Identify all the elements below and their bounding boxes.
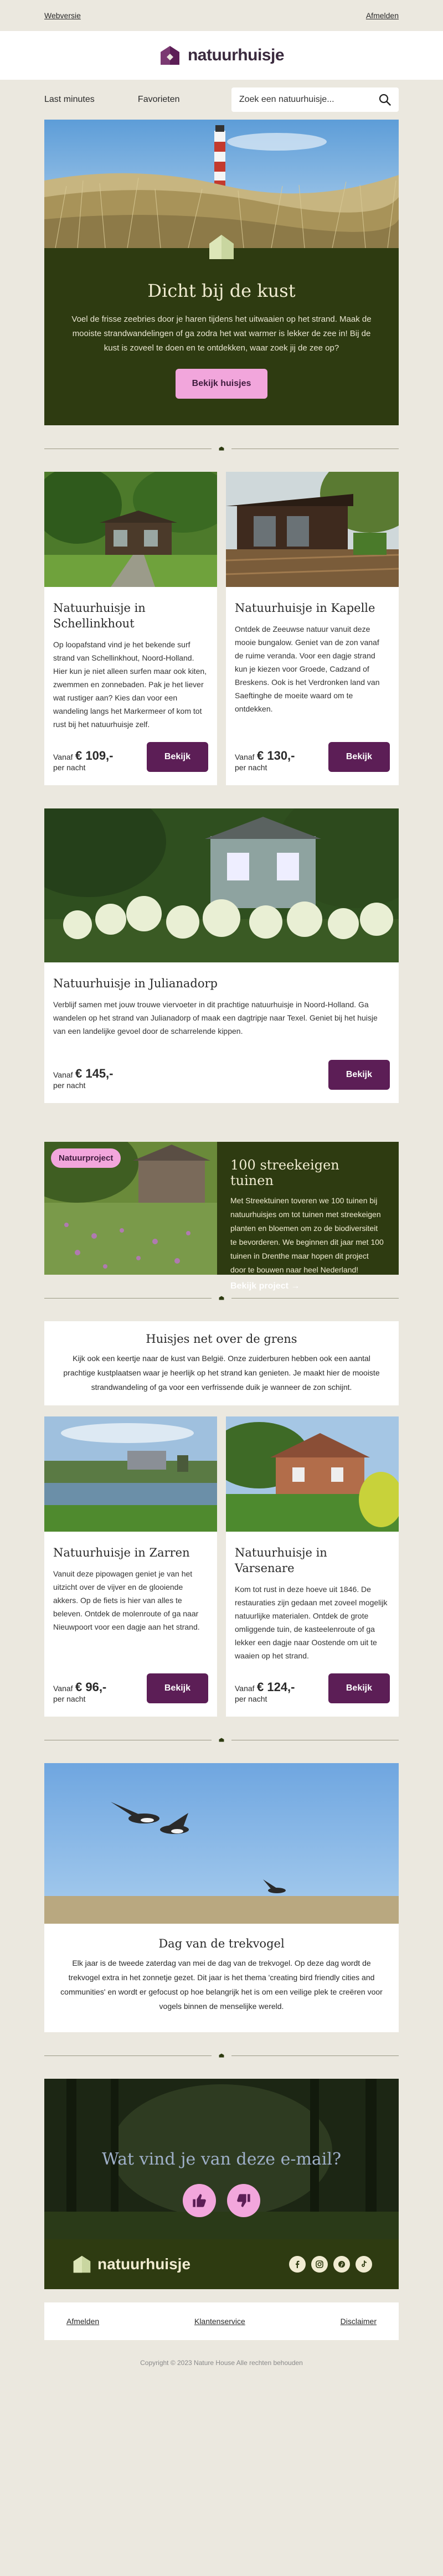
- card-row-1: [44, 472, 399, 785]
- listing-card[interactable]: [226, 472, 399, 785]
- divider: [44, 2032, 399, 2079]
- house-divider-icon: [212, 1734, 231, 1745]
- price-value: € 96,-: [75, 1680, 107, 1694]
- card-text: Kom tot rust in deze hoeve uit 1846. De restauraties zijn gedaan met zoveel mogelijk natuurlijke materialen. Ontdek de grote omliggende tuin, de kasteelenroute of ga lekker een dagje naar Oostende om uit te waaien op het strand.: [235, 1585, 388, 1660]
- price-block: [53, 1067, 114, 1090]
- price-from: Vanaf: [53, 1684, 73, 1693]
- hero-title: Dicht bij de kust: [147, 280, 296, 301]
- card-text: Op loopafstand vind je het bekende surf strand van Schellinkhout, Noord-Holland. Hier kun je niet alleen surfen maar ook kiten, zwemmen en zonnebaden. Pak je het liever wat rustiger aan? Kies dan voor een wandeling langs het Markermeer of kom tot rust bij het natuurhuisje zelf.: [53, 640, 207, 729]
- card-text: Verblijf samen met jouw trouwe viervoeter in dit prachtige natuurhuisje in Noord-Holland. Ga wandelen op het strand van Julianadorp of maak een dagtripje naar Texel. Geniet bij het huisje van een landelijke gevoel door de scharrelende kippen.: [53, 1000, 378, 1035]
- webversion-link[interactable]: Webversie: [44, 11, 81, 20]
- price-per-night: per nacht: [235, 763, 267, 772]
- price-from: Vanaf: [53, 1070, 73, 1079]
- customer-service-link[interactable]: Klantenservice: [194, 2317, 245, 2326]
- divider: [44, 1717, 399, 1763]
- house-leaf-icon: [206, 231, 237, 262]
- hero-section: [44, 120, 399, 425]
- card-title: Natuurhuisje in Zarren: [53, 1546, 190, 1559]
- price-value: € 109,-: [75, 749, 114, 763]
- price-from: Vanaf: [235, 1684, 255, 1693]
- hero-content: [44, 248, 399, 425]
- birds-image: [44, 1763, 399, 1924]
- price-block: [53, 749, 114, 772]
- brand-header: [0, 31, 443, 80]
- copyright: Copyright © 2023 Nature House Alle rechten behouden: [140, 2359, 303, 2367]
- house-logo-icon[interactable]: [72, 2254, 92, 2274]
- disclaimer-link[interactable]: Disclaimer: [340, 2317, 377, 2326]
- listing-card[interactable]: [44, 1416, 217, 1717]
- search-input[interactable]: [239, 95, 372, 105]
- listing-card[interactable]: [44, 472, 217, 785]
- divider: [44, 425, 399, 472]
- footer-brand-name[interactable]: natuurhuisje: [97, 2255, 191, 2273]
- section-body: Elk jaar is de tweede zaterdag van mei de dag van de trekvogel. Op deze dag wordt de trekvogel extra in het zonnetje gezet. Dit jaar is het thema 'creating bird friendly cities and communities' en wordt er gefocust op hoe belangrijk het is om een veilige plek te creëren voor vogels binnen de menselijke wereld.: [60, 1959, 383, 2011]
- listing-card-wide[interactable]: [44, 808, 399, 1103]
- view-button[interactable]: Bekijk: [147, 1673, 208, 1703]
- card-row-2: [44, 1416, 399, 1717]
- price-per-night: per nacht: [235, 1694, 267, 1703]
- price-per-night: per nacht: [53, 1081, 86, 1090]
- section-title: Dag van de trekvogel: [158, 1937, 285, 1950]
- project-text: Met Streektuinen toveren we 100 tuinen bij natuurhuisjes om tot tuinen met streekeigen planten en bloemen om zo de biodiversiteit te bevorderen. We beginnen dit jaar met 100 tuinen in Drenthe maar hopen dit project door te bouwen naar heel Nederland!: [230, 1196, 384, 1274]
- hero-body: Voel de frisse zeebries door je haren tijdens het uitwaaien op het strand. Maak de mooiste strandwandelingen of ga zodra het wat warmer is lekker de zee in! Bij de kust is zoveel te doen en te ontdekken, waar zoek jij de zee op?: [71, 315, 372, 353]
- feedback-buttons: [44, 2184, 399, 2217]
- footer-links: [44, 2302, 399, 2340]
- top-bar: [0, 0, 443, 31]
- section-title: Huisjes net over de grens: [146, 1332, 297, 1346]
- view-button[interactable]: Bekijk: [328, 1060, 390, 1090]
- price-value: € 124,-: [257, 1680, 295, 1694]
- house-divider-icon: [212, 2050, 231, 2061]
- project-section: [44, 1142, 399, 1291]
- unsubscribe-link[interactable]: Afmelden: [66, 2317, 100, 2326]
- price-value: € 145,-: [75, 1067, 114, 1080]
- card-title: Natuurhuisje in Varsenare: [235, 1546, 327, 1575]
- unsubscribe-link-top[interactable]: Afmelden: [365, 11, 399, 20]
- section-body: Kijk ook een keertje naar de kust van België. Onze zuiderburen hebben ook een aantal prachtige kustplaatsen waar je heerlijk op het strand kan genieten. Je maakt hier de mooiste strandwandeling of ga voor een verfrissende duik je wanneer de zon schijnt.: [63, 1354, 380, 1392]
- card-image-zarren: [44, 1416, 217, 1532]
- card-text: Vanuit deze pipowagen geniet je van het uitzicht over de vijver en de glooiende akkers. Op de fiets is hier van alles te beleven. Ontdek de molenroute of ga naar Nieuwpoort voor een dagje aan het strand.: [53, 1569, 200, 1631]
- card-title: Natuurhuisje in Julianadorp: [53, 977, 218, 990]
- card-image-kapelle: [226, 472, 399, 587]
- feedback-section: [44, 2079, 399, 2239]
- price-from: Vanaf: [53, 753, 73, 761]
- social-links: [289, 2256, 372, 2273]
- facebook-icon[interactable]: [289, 2256, 306, 2273]
- nav-favorieten[interactable]: Favorieten: [137, 95, 180, 104]
- view-button[interactable]: Bekijk: [328, 742, 390, 772]
- instagram-icon[interactable]: [311, 2256, 328, 2273]
- price-block: [235, 1680, 295, 1703]
- card-image-julianadorp: [44, 808, 399, 962]
- border-section: [44, 1321, 399, 1405]
- house-divider-icon: [212, 1292, 231, 1304]
- price-from: Vanaf: [235, 753, 255, 761]
- house-divider-icon: [212, 443, 231, 454]
- hero-image-lighthouse: [44, 120, 399, 248]
- main-nav: [0, 80, 443, 120]
- thumbs-up-icon: [192, 2193, 207, 2208]
- view-houses-button[interactable]: Bekijk huisjes: [176, 369, 268, 399]
- card-title: Natuurhuisje in Kapelle: [235, 601, 375, 615]
- tiktok-icon[interactable]: [356, 2256, 372, 2273]
- search-box: [231, 87, 399, 112]
- thumbs-up-button[interactable]: [183, 2184, 216, 2217]
- price-per-night: per nacht: [53, 1694, 86, 1703]
- price-value: € 130,-: [257, 749, 295, 763]
- birds-section: [44, 1763, 399, 2032]
- card-image-varsenare: [226, 1416, 399, 1532]
- feedback-question: Wat vind je van deze e-mail?: [101, 2150, 342, 2169]
- project-title: 100 streekeigen tuinen: [230, 1157, 339, 1188]
- divider: [44, 1275, 399, 1321]
- house-logo-icon[interactable]: [159, 44, 181, 66]
- listing-card[interactable]: [226, 1416, 399, 1717]
- price-per-night: per nacht: [53, 763, 86, 772]
- card-image-schellinkhout: [44, 472, 217, 587]
- nav-last-minutes[interactable]: Last minutes: [44, 95, 95, 104]
- thumbs-down-button[interactable]: [227, 2184, 260, 2217]
- thumbs-down-icon: [236, 2193, 251, 2208]
- footer-brand-bar: [44, 2239, 399, 2289]
- project-badge: Natuurproject: [51, 1148, 121, 1168]
- price-block: [235, 749, 295, 772]
- brand-name[interactable]: natuurhuisje: [187, 46, 284, 64]
- card-title: Natuurhuisje in Schellinkhout: [53, 601, 146, 630]
- project-image: [44, 1142, 217, 1275]
- price-block: [53, 1680, 106, 1703]
- view-button[interactable]: Bekijk: [147, 742, 208, 772]
- search-icon[interactable]: [379, 94, 391, 106]
- card-text: Ontdek de Zeeuwse natuur vanuit deze mooie bungalow. Geniet van de zon vanaf de ruime veranda. Voor een dagje strand kun je kiezen voor Groede, Cadzand of Breskens. Ook is het Verdronken land van Saeftinghe de moeite waard om te ontdekken.: [235, 625, 380, 713]
- view-button[interactable]: Bekijk: [328, 1673, 390, 1703]
- pinterest-icon[interactable]: [333, 2256, 350, 2273]
- view-project-link[interactable]: Bekijk project →: [230, 1281, 300, 1291]
